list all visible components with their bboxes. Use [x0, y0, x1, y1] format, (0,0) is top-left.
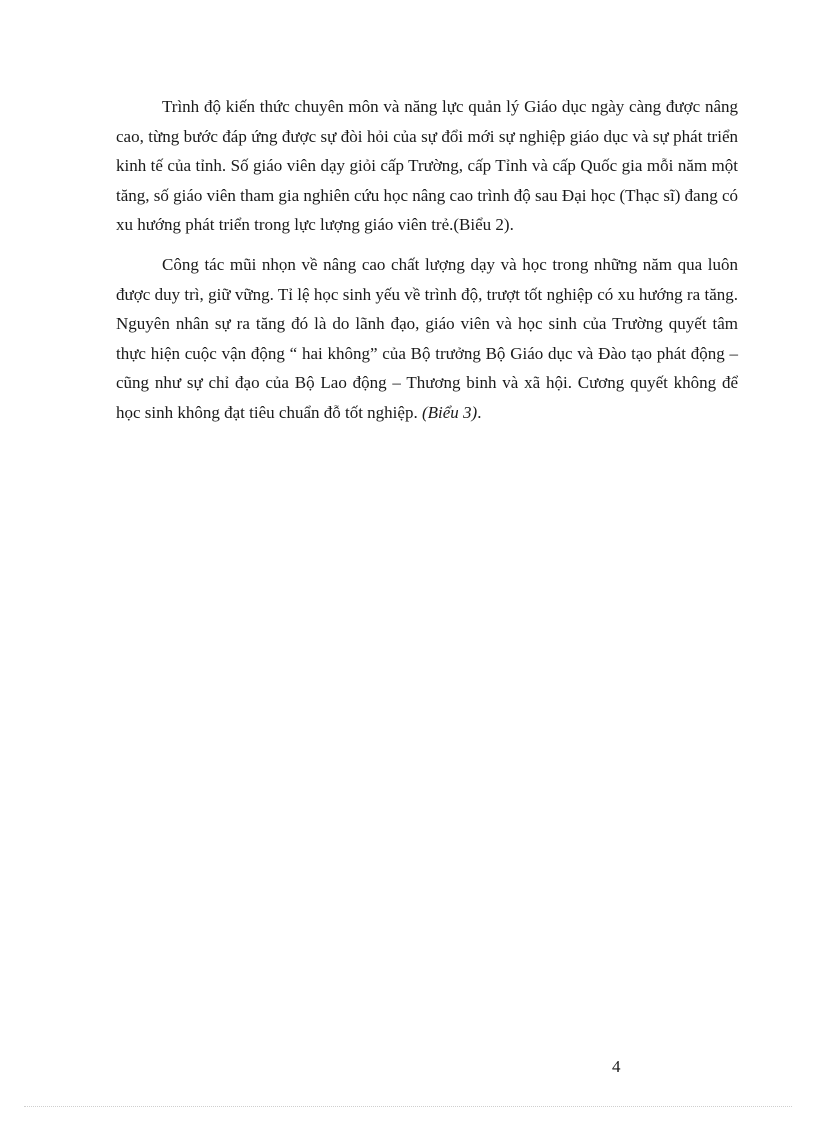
paragraph-1-text: Trình độ kiến thức chuyên môn và năng lực quản lý Giáo dục ngày càng được nâng cao, từng bước đáp ứng được sự đòi hỏi của sự đổi mới sự nghiệp giáo dục và sự phát triển kinh tế của tỉnh. Số giáo viên dạy giỏi cấp Trường, cấp Tỉnh và cấp Quốc gia mỗi năm một tăng, số giáo viên tham gia nghiên cứu học nâng cao trình độ sau Đại học (Thạc sĩ) đang có xu hướng phát triển trong lực lượng giáo viên trẻ.(Biểu 2).: [116, 97, 738, 235]
body-text: [116, 92, 738, 438]
paragraph-2: [116, 250, 738, 428]
page-bottom-divider: [24, 1106, 792, 1107]
paragraph-2-text: Công tác mũi nhọn về nâng cao chất lượng dạy và học trong những năm qua luôn được duy trì, giữ vững. Tỉ lệ học sinh yếu về trình độ, trượt tốt nghiệp có xu hướng ra tăng. Nguyên nhân sự ra tăng đó là do lãnh đạo, giáo viên và học sinh của Trường quyết tâm thực hiện cuộc vận động “ hai không” của Bộ trưởng Bộ Giáo dục và Đào tạo phát động – cũng như sự chỉ đạo của Bộ Lao động – Thương binh và xã hội. Cương quyết không để học sinh không đạt tiêu chuẩn đỗ tốt nghiệp.: [116, 254, 738, 422]
paragraph-1: [116, 92, 738, 240]
paragraph-2-tail: .: [477, 402, 482, 422]
chart-reference: (Biểu 3): [421, 402, 478, 422]
page-number: 4: [612, 1057, 621, 1076]
